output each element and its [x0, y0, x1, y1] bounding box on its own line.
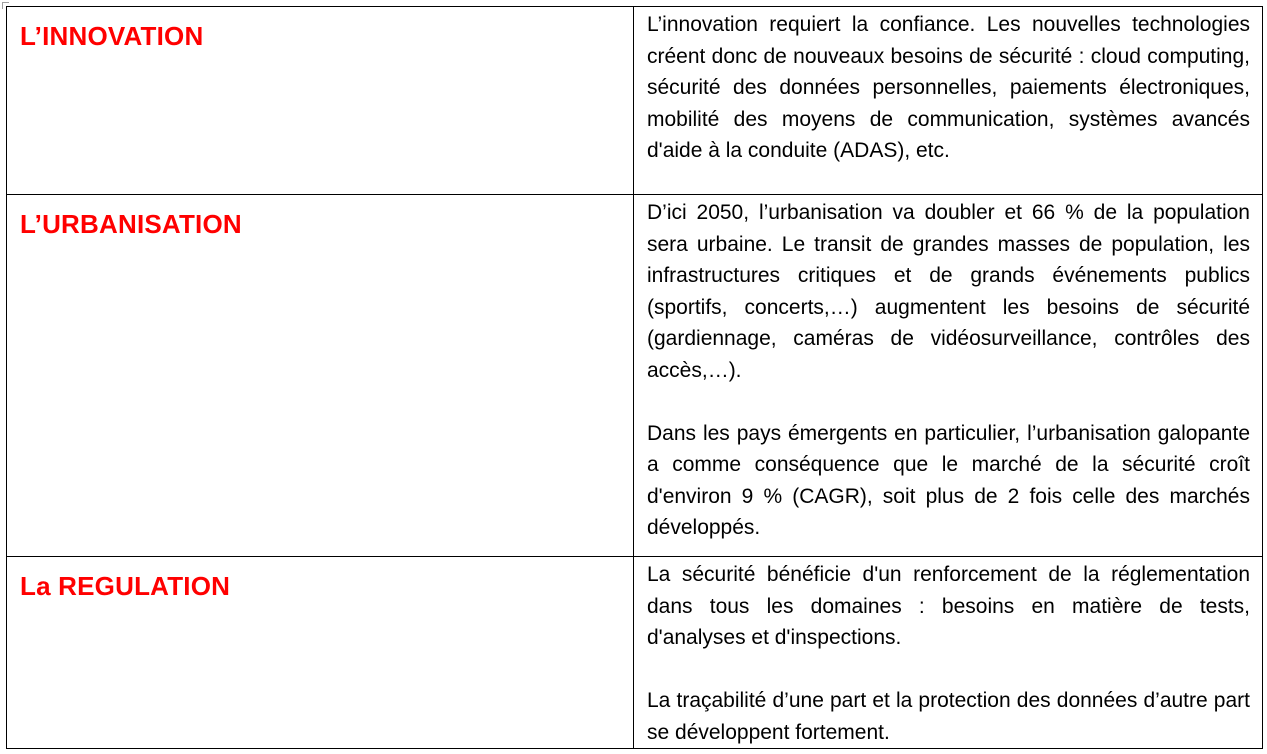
- label-cell: [7, 7, 634, 195]
- content-cell: [634, 557, 1263, 749]
- row-label-regulation: La REGULATION: [20, 571, 231, 601]
- table-row: [7, 195, 1263, 557]
- label-cell: [7, 195, 634, 557]
- table-row: [7, 557, 1263, 749]
- innovation-paragraph: L’innovation requiert la confiance. Les nouvelles technologies créent donc de nouveaux besoins de sécurité : cloud computing, sécurité des données personnelles, paiements électroniques, mobilité des moyens de communication, systèmes avancés d'aide à la conduite (ADAS), etc.: [647, 13, 1250, 162]
- content-cell: [634, 7, 1263, 195]
- row-label-innovation: L’INNOVATION: [20, 21, 204, 51]
- table-row: [7, 7, 1263, 195]
- urbanisation-paragraph-2: Dans les pays émergents en particulier, l’urbanisation galopante a comme conséquence que le marché de la sécurité croît d'environ 9 % (CAGR), soit plus de 2 fois celle des marchés développés.: [647, 421, 1250, 539]
- label-cell: [7, 557, 634, 749]
- row-label-urbanisation: L’URBANISATION: [20, 209, 242, 239]
- regulation-paragraph-1: La sécurité bénéficie d'un renforcement de la réglementation dans tous les domaines : besoins en matière de tests, d'analyses et d'inspections.: [647, 563, 1250, 649]
- content-cell: [634, 195, 1263, 557]
- document-table: [6, 6, 1263, 749]
- urbanisation-paragraph-1: D’ici 2050, l’urbanisation va doubler et 66 % de la population sera urbaine. Le transit de grandes masses de population, les infrastructures critiques et de grands événements publics (sportifs, concerts,…) augmentent les besoins de sécurité (gardiennage, caméras de vidéosurveillance, contrôles des accès,…).: [647, 201, 1250, 382]
- regulation-paragraph-2: La traçabilité d’une part et la protection des données d’autre part se développent fortement.: [647, 689, 1250, 744]
